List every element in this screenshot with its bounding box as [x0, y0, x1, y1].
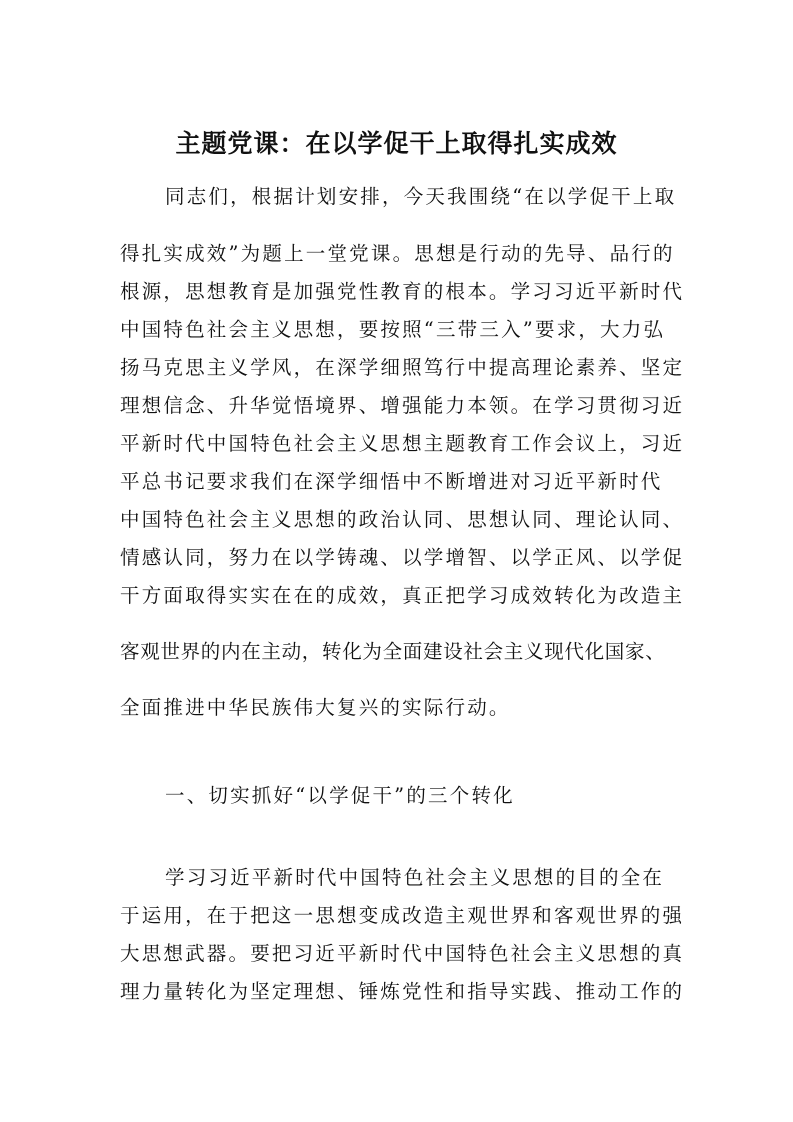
paragraph-line: 平总书记要求我们在深学细悟中不断增进对习近平新时代: [120, 470, 663, 493]
section-heading: 一、切实抓好“以学促干”的三个转化: [165, 784, 515, 807]
paragraph-line: 理想信念、升华觉悟境界、增强能力本领。在学习贯彻习近: [120, 394, 685, 417]
paragraph-line: 中国特色社会主义思想，要按照“三带三入”要求，大力弘: [120, 318, 666, 341]
paragraph-line: 同志们，根据计划安排，今天我围绕“在以学促干上取: [165, 185, 677, 208]
paragraph-line: 学习习近平新时代中国特色社会主义思想的目的全在: [165, 866, 665, 889]
paragraph-line: 得扎实成效”为题上一堂党课。思想是行动的先导、品行的: [120, 242, 675, 265]
paragraph-line: 根源，思想教育是加强党性教育的根本。学习习近平新时代: [120, 280, 685, 303]
paragraph-line: 中国特色社会主义思想的政治认同、思想认同、理论认同、: [120, 508, 685, 531]
paragraph-line: 客观世界的内在主动，转化为全面建设社会主义现代化国家、: [120, 640, 666, 663]
paragraph-line: 大思想武器。要把习近平新时代中国特色社会主义思想的真: [120, 942, 685, 965]
paragraph-line: 于运用，在于把这一思想变成改造主观世界和客观世界的强: [120, 904, 685, 927]
document-title: 主题党课：在以学促干上取得扎实成效: [175, 129, 618, 158]
paragraph-line: 情感认同，努力在以学铸魂、以学增智、以学正风、以学促: [120, 546, 685, 569]
paragraph-line: 扬马克思主义学风，在深学细照笃行中提高理论素养、坚定: [120, 356, 685, 379]
paragraph-line: 干方面取得实实在在的成效，真正把学习成效转化为改造主: [120, 584, 685, 607]
paragraph-line: 全面推进中华民族伟大复兴的实际行动。: [120, 696, 511, 719]
paragraph-line: 理力量转化为坚定理想、锤炼党性和指导实践、推动工作的: [120, 980, 685, 1003]
paragraph-line: 平新时代中国特色社会主义思想主题教育工作会议上，习近: [120, 432, 685, 455]
